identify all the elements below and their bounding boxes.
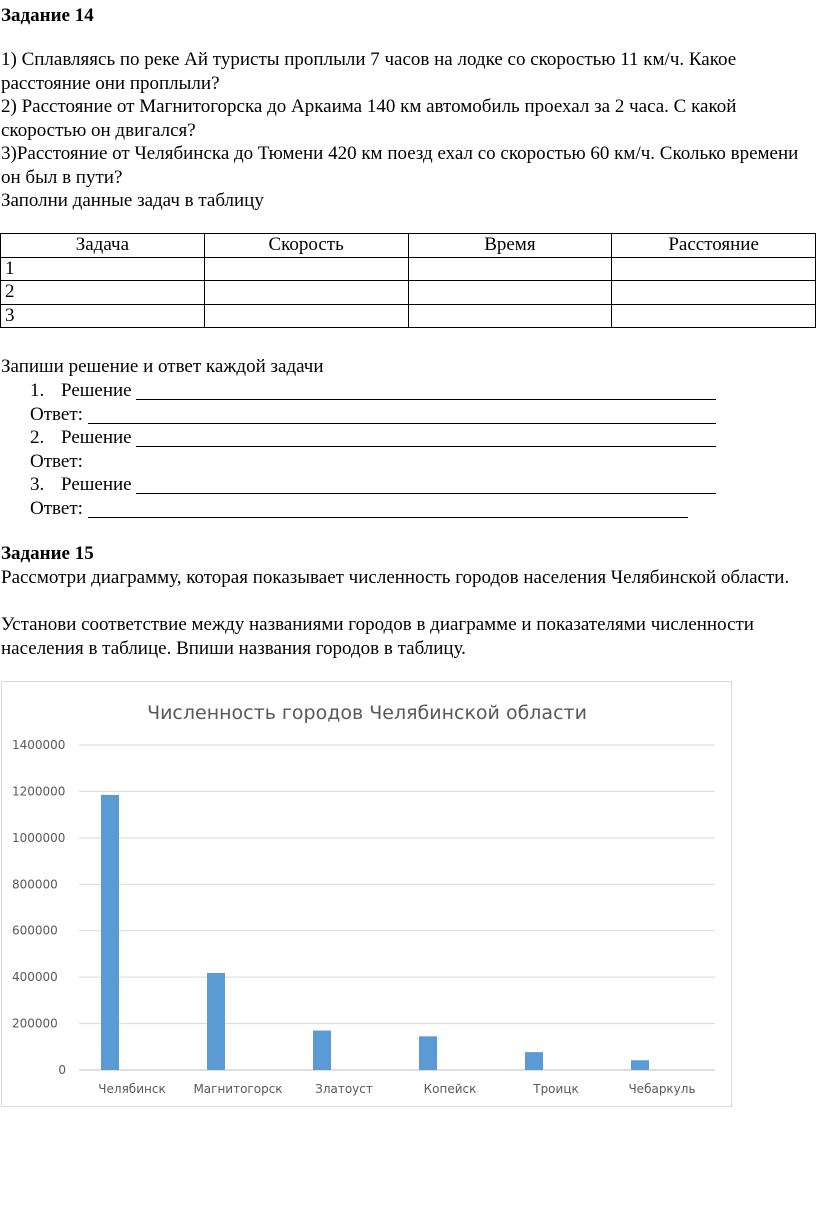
bar-4 <box>419 1036 437 1070</box>
table-cell[interactable] <box>612 281 816 305</box>
solution-line[interactable] <box>136 446 716 447</box>
solution-row-2 <box>0 426 816 450</box>
chart-canvas <box>2 682 731 1106</box>
table-header-row <box>1 234 816 258</box>
table-cell[interactable] <box>204 281 408 305</box>
solution-row-1 <box>0 379 816 403</box>
y-tick-label: 0 <box>58 1063 66 1077</box>
table-header: Задача <box>1 234 205 258</box>
x-tick-label: Магнитогорск <box>193 1082 283 1096</box>
solution-line[interactable] <box>136 399 716 400</box>
x-tick-label: Копейск <box>423 1082 477 1096</box>
bar-5 <box>525 1052 543 1070</box>
solution-label: Решение <box>61 474 132 495</box>
table-header: Время <box>408 234 612 258</box>
bar-6 <box>631 1060 649 1070</box>
table-header: Скорость <box>204 234 408 258</box>
table-row <box>1 257 816 281</box>
table-row-number: 1 <box>1 257 205 281</box>
task14-problem-1: 1) Сплавляясь по реке Ай туристы проплыли 7 часов на лодке со скоростью 11 км/ч. Какое расстояние они проплыли? <box>1 49 737 94</box>
table-row <box>1 304 816 328</box>
solution-label: Решение <box>61 427 132 448</box>
table-cell[interactable] <box>408 304 612 328</box>
y-tick-label: 1400000 <box>12 738 66 752</box>
solution-row-3 <box>0 473 816 497</box>
x-tick-label: Челябинск <box>98 1082 166 1096</box>
solution-label: Решение <box>61 380 132 401</box>
task14-heading: Задание 14 <box>1 5 94 26</box>
task15-heading: Задание 15 <box>1 543 94 564</box>
chart-title: Численность городов Челябинской области <box>147 702 587 724</box>
task15-instruction: Установи соответствие между названиями городов в диаграмме и показателями численности населения в таблице. Впиши названия городов в таблицу. <box>1 614 754 659</box>
table-row <box>1 281 816 305</box>
solution-number: 3. <box>30 474 45 495</box>
y-tick-label: 600000 <box>12 923 58 938</box>
chart-y-axis <box>12 738 66 1077</box>
task14-fill-instruction: Заполни данные задач в таблицу <box>1 190 264 211</box>
solve-instruction: Запиши решение и ответ каждой задачи <box>1 356 324 377</box>
task14-problem-2: 2) Расстояние от Магнитогорска до Аркаима 140 км автомобиль проехал за 2 часа. С какой скоростью он двигался? <box>1 96 737 141</box>
table-cell[interactable] <box>612 304 816 328</box>
table-header: Расстояние <box>612 234 816 258</box>
task-table <box>0 233 816 328</box>
answer-row-1 <box>0 403 816 427</box>
bar-2 <box>207 973 225 1070</box>
table-row-number: 2 <box>1 281 205 305</box>
answer-label: Ответ: <box>30 498 83 519</box>
table-cell[interactable] <box>612 257 816 281</box>
chart-gridlines <box>79 745 715 1070</box>
x-tick-label: Златоуст <box>315 1082 373 1096</box>
answer-row-3 <box>0 497 816 521</box>
table-cell[interactable] <box>408 257 612 281</box>
table-cell[interactable] <box>204 304 408 328</box>
answer-line[interactable] <box>88 423 716 424</box>
x-tick-label: Троицк <box>533 1082 579 1096</box>
bar-3 <box>313 1031 331 1070</box>
answer-row-2 <box>0 450 816 474</box>
population-chart <box>1 681 732 1107</box>
solution-number: 2. <box>30 427 45 448</box>
table-row-number: 3 <box>1 304 205 328</box>
chart-x-axis <box>98 1082 695 1096</box>
answer-label: Ответ: <box>30 451 83 472</box>
solution-number: 1. <box>30 380 45 401</box>
solution-line[interactable] <box>136 493 716 494</box>
x-tick-label: Чебаркуль <box>628 1082 696 1096</box>
task15-description: Рассмотри диаграмму, которая показывает численность городов населения Челябинской области. <box>1 567 790 588</box>
y-tick-label: 1200000 <box>12 784 66 799</box>
answer-line[interactable] <box>88 517 688 518</box>
y-tick-label: 800000 <box>12 877 58 892</box>
y-tick-label: 1000000 <box>12 830 66 845</box>
bar-1 <box>101 795 119 1070</box>
task14-problem-3: 3)Расстояние от Челябинска до Тюмени 420 км поезд ехал со скоростью 60 км/ч. Сколько времени он был в пути? <box>1 143 799 188</box>
table-cell[interactable] <box>204 257 408 281</box>
y-tick-label: 400000 <box>12 970 58 985</box>
table-cell[interactable] <box>408 281 612 305</box>
answer-label: Ответ: <box>30 404 83 425</box>
y-tick-label: 200000 <box>12 1016 58 1031</box>
chart-bars <box>101 795 649 1070</box>
